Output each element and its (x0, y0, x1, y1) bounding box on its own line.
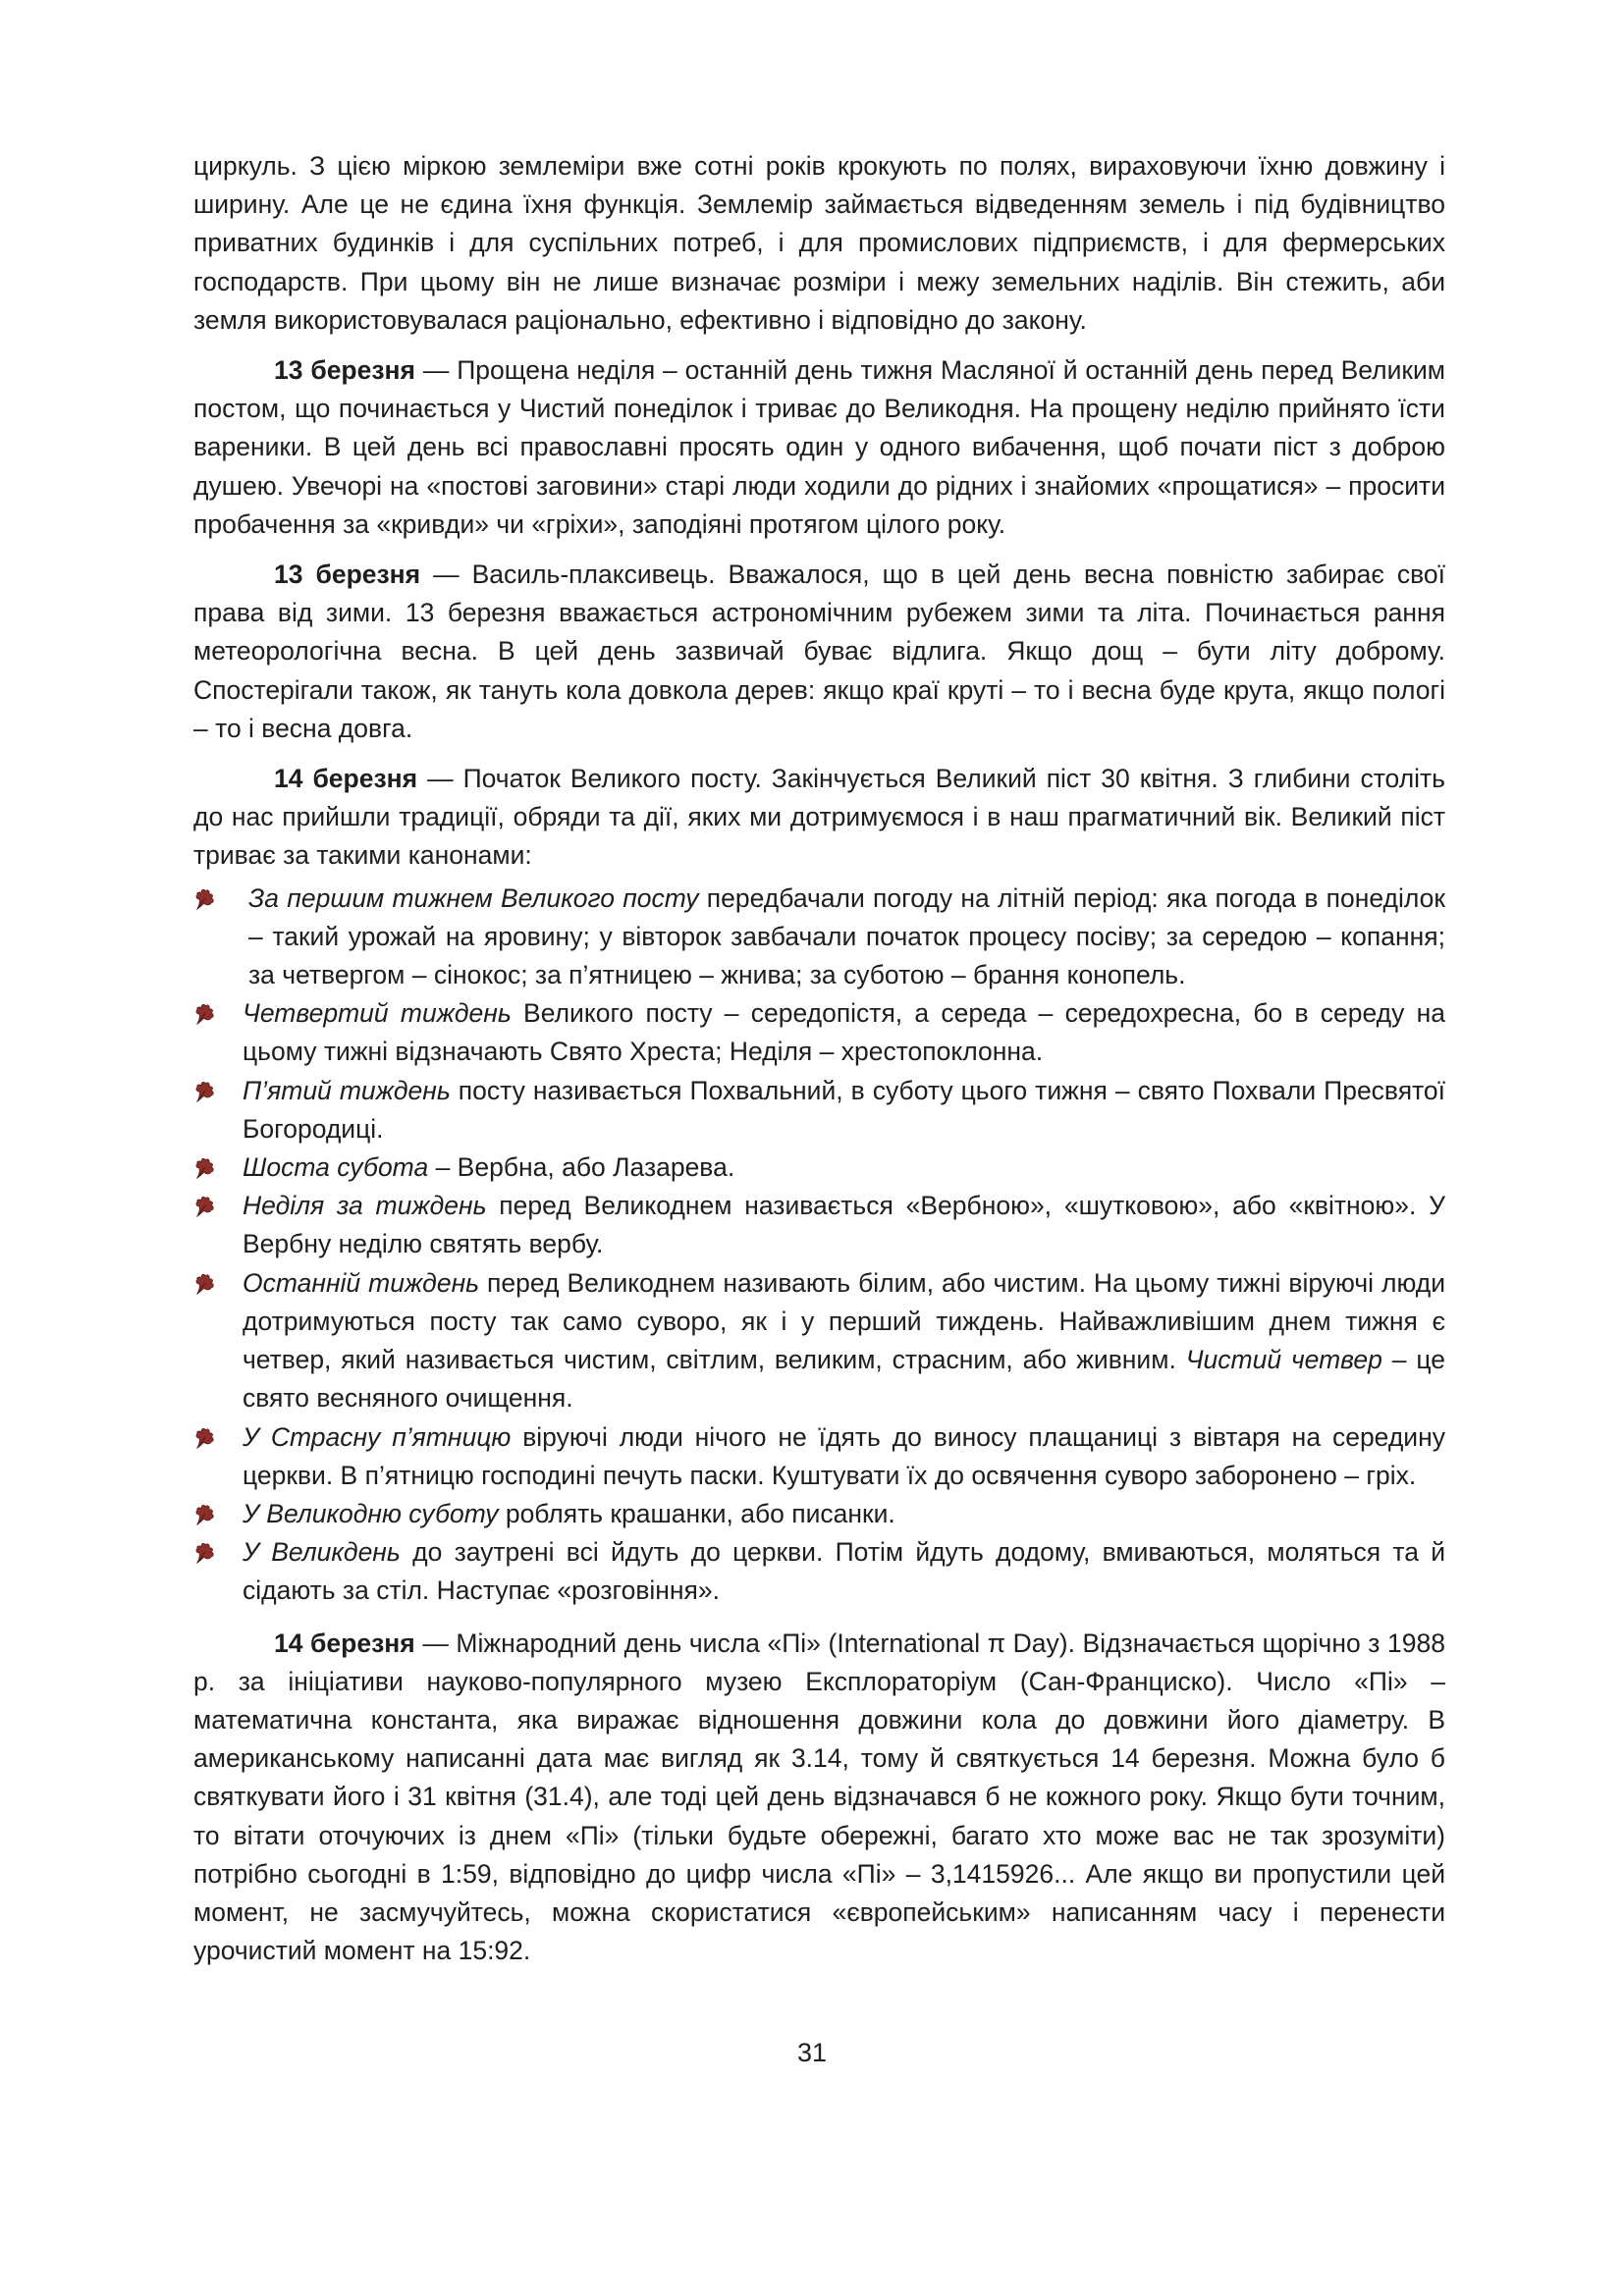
entry-dash: — (414, 1628, 457, 1658)
entry-text: Василь-плаксивець. Вважалося, що в цей день весна повністю забирає свої права від зими. 13 березня вважається астрономічним рубежем зими та літа. Починається рання метеорологічна весна. В цей день зазвичай буває відлига. Якщо дощ – бути літу доброму. Спостерігали також, як тануть кола довкола дерев: якщо краї круті – то і весна буде крута, якщо пологі – то і весна довга. (193, 560, 1446, 743)
item-emphasis: У Великодню суботу (243, 1498, 499, 1528)
intro-text: циркуль. З цією міркою землеміри вже сотні років крокують по полях, вираховуючи їхню довжину і ширину. Але це не єдина їхня функція. Землемір займається відведенням земель і під будівництво приватних будинків і для суспільних потреб, і для промислових підприємств, і для фермерських господарств. При цьому він не лише визначає розміри і межу земельних наділів. Він стежить, аби земля використовувалася раціонально, ефективно і відповідно до закону. (193, 151, 1445, 335)
page-body (193, 147, 1445, 1982)
maple-leaf-icon (193, 1080, 219, 1103)
maple-leaf-icon (193, 1426, 219, 1450)
list-item (193, 1495, 1445, 1533)
list-item (193, 994, 1445, 1071)
maple-leaf-icon (193, 1156, 219, 1180)
item-text: посту називається Похвальний, в суботу цього тижня – свято Похвали Пресвятої Богородиці. (243, 1075, 1446, 1144)
item-text: перед Великоднем називається «Вербною», «шутковою», або «квітною». У Вербну неділю святять вербу. (243, 1191, 1445, 1259)
item-text: Великого посту – середопістя, а середа – середохресна, бо в середу на цьому тижні відзначають Свято Хреста; Неділя – хрестопоклонна. (243, 998, 1445, 1067)
entry-text: Прощена неділя – останній день тижня Масляної й останній день перед Великим постом, що починається у Чистий понеділок і триває до Великодня. На прощену неділю прийнято їсти вареники. В цей день всі православні просять один у одного вибачення, щоб почати піст з доброю душею. Увечорі на «постові заговини» старі люди ходили до рідних і знайомих «прощатися» – просити пробачення за «кривди» чи «гріхи», заподіяні протягом цілого року. (193, 355, 1446, 539)
entry-text: Міжнародний день числа «Пі» (International π Day). Відзначається щорічно з 1988 р. за ініціативи науково-популярного музею Експлораторіум (Сан-Франциско). Число «Пі» – математична константа, яка виражає відношення довжини кола до довжини його діаметру. В американському написанні дата має вигляд як 3.14, тому й святкується 14 березня. Можна було б святкувати його і 31 квітня (31.4), але тоді цей день відзначався б не кожного року. Якщо бути точним, то вітати оточуючих із днем «Пі» (тільки будьте обережні, багато хто може вас не так зрозуміти) потрібно сьогодні в 1:59, відповідно до цифр числа «Пі» – 3,1415926... Але якщо ви пропустили цей момент, не засмучуйтесь, можна скористатися «європейським» написанням часу і перенести урочистий момент на 15:92. (193, 1628, 1445, 1966)
item-text: до заутрені всі йдуть до церкви. Потім йдуть додому, вмиваються, моляться та й сідають за стіл. Наступає «розговіння». (243, 1537, 1446, 1606)
item-emphasis: Четвертий тиждень (243, 998, 512, 1029)
entry-dash: — (415, 355, 458, 386)
maple-leaf-icon (193, 1195, 219, 1218)
pi-day-paragraph (193, 1625, 1445, 1971)
entry-dash: — (420, 560, 472, 590)
entry-date: 14 березня (274, 1628, 415, 1658)
list-item (193, 1072, 1445, 1148)
intro-paragraph (193, 147, 1445, 340)
list-item (193, 1148, 1445, 1187)
lent-list (193, 880, 1445, 1611)
item-text: перед Великоднем називають білим, або чистим. На цьому тижні віруючі люди дотримуються посту так само суворо, як і у перший тиждень. Найважливішим днем тижня є четвер, який називається чистим, світлим, великим, страсним, або живним. (243, 1267, 1446, 1375)
item-text: передбачали погоду на літній період: яка погода в понеділок – такий урожай на яровину; у вівторок завбачали початок процесу посіву; за середою – копання; за четвергом – сінокос; за п’ятницею – жнива; за суботою – брання конопель. (248, 882, 1445, 990)
item-emphasis: Неділя за тиждень (243, 1191, 487, 1221)
entry-date: 13 березня (274, 560, 421, 590)
maple-leaf-icon (193, 1002, 219, 1026)
entry-dash: — (417, 764, 463, 794)
item-emphasis: П’ятий тиждень (243, 1075, 451, 1105)
item-emphasis-secondary: Чистий четвер (1185, 1345, 1382, 1375)
maple-leaf-icon (193, 1503, 219, 1526)
item-text: – Вербна, або Лазарева. (428, 1152, 735, 1183)
entry-text: Початок Великого посту. Закінчується Великий піст 30 квітня. З глибини століть до нас прийшли традиції, обряди та дії, яких ми дотримуємося і в наш прагматичний вік. Великий піст триває за такими канонами: (193, 764, 1445, 871)
page-number: 31 (796, 2038, 828, 2067)
list-item (193, 1418, 1445, 1495)
entry-date: 13 березня (274, 355, 416, 386)
entry-date: 14 березня (274, 764, 418, 794)
item-text: роблять крашанки, або писанки. (498, 1498, 895, 1528)
item-text: віруючі люди нічого не їдять до виносу плащаниці з вівтаря на середину церкви. В п’ятницю господині печуть паски. Куштувати їх до освячення суворо заборонено – гріх. (243, 1421, 1445, 1490)
item-emphasis: У Страсну п’ятницю (243, 1421, 512, 1452)
list-item (193, 1187, 1445, 1263)
maple-leaf-icon (193, 1272, 219, 1296)
list-item (193, 1533, 1445, 1610)
list-item (193, 1264, 1445, 1418)
maple-leaf-icon (193, 1541, 219, 1565)
item-emphasis: У Великдень (243, 1537, 401, 1568)
list-item (193, 880, 1445, 995)
entry-paragraph (193, 351, 1445, 544)
entry-paragraph (193, 760, 1445, 876)
item-emphasis: За першим тижнем Великого посту (248, 882, 699, 913)
item-emphasis: Шоста субота (243, 1152, 429, 1183)
item-emphasis: Останній тиждень (243, 1267, 480, 1298)
entry-paragraph (193, 556, 1445, 748)
item-text-secondary: – це свято весняного очищення. (243, 1345, 1445, 1414)
maple-leaf-icon (193, 887, 219, 911)
